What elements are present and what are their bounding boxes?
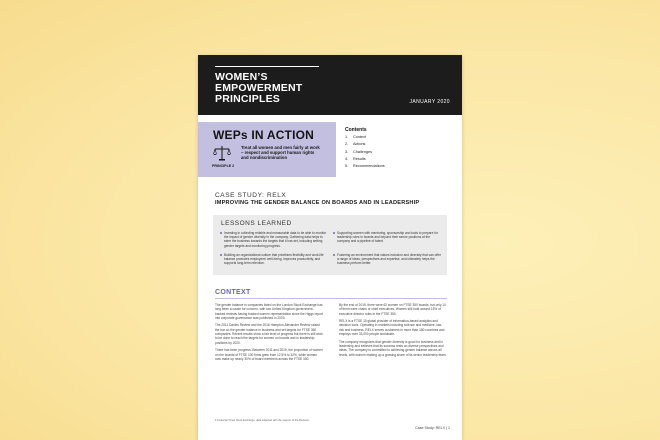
- footnote: 1 Financial Times Stock Exchange, data collected with the support of the Reviews.: [215, 419, 310, 422]
- weps-in-action-panel: [198, 122, 336, 177]
- paragraph: The 2011 Davies Review and the 2016 Hampton-Alexander Review raised the bar on the gender balance in business and set targets for FTSE 350 companies. Recent results show a fair level of progress but there is still work to be done to reach the targets for women on boards and in leadership positions by 2020.: [215, 323, 323, 345]
- principle-description: Treat all women and men fairly at work – respect and support human rights and nondiscrimination: [241, 145, 320, 160]
- paragraph: The gender balance in companies listed on the London Stock Exchange has long been a cause for concern, with two United Kingdom government-backed reviews having tracked women representation since the Higgs report into corporate governance was published in 2003.: [215, 303, 323, 320]
- principle-number: PRINCIPLE 2: [212, 164, 235, 168]
- lesson-item: Supporting women with mentoring, sponsorship and tools to prepare for leadership roles in boards and beyond their senior positions at the company and a pipeline of talent.: [337, 231, 442, 244]
- bullet-icon: [333, 254, 335, 256]
- page-footer: Case Study: RELX | 1: [415, 426, 450, 430]
- bullet-icon: [220, 254, 222, 256]
- document-title: [215, 72, 365, 105]
- bullet-icon: [220, 232, 222, 234]
- paragraph: RELX is a FTSE 15 global provider of information-based analytics and decision tools. Operating in markets including science and medicine, law, risk and business, RELX serves customers in more than 180 countries and employs over 33,000 people worldwide.: [339, 319, 445, 337]
- contents-item[interactable]: 1. Context: [345, 135, 367, 139]
- context-heading: CONTEXT: [215, 289, 251, 296]
- paragraph: There has been progress. Between 2011 and 2019, the proportion of women on the boards of FTSE 100 firms grew from 12.5% to 32%, while women now make up nearly 30% of board members across the FTSE 350.: [215, 348, 323, 361]
- scales-of-justice-icon: [213, 144, 231, 162]
- lesson-item: Fostering an environment that values inclusion and diversity that can offer a range of ideas, perspectives and expertise, and ultimately helps the business perform better.: [337, 253, 442, 266]
- paragraph: The company recognizes that gender diversity is good for business and in leadership and believes that its success rests on diverse perspectives and ideas. The company is committed to achieving gender balance across all levels, with women making up a growing share of its senior leadership team.: [339, 339, 447, 357]
- case-study-headline: IMPROVING THE GENDER BALANCE ON BOARDS AND IN LEADERSHIP: [215, 200, 420, 206]
- table-of-contents: [340, 122, 450, 177]
- case-study-label: CASE STUDY: RELX: [215, 192, 287, 199]
- masthead: [198, 55, 462, 115]
- bullet-icon: [333, 232, 335, 234]
- contents-item[interactable]: 4. Results: [345, 156, 366, 161]
- title-line: EMPOWERMENT: [215, 82, 303, 94]
- lesson-item: Investing in collecting reliable and measurable data to be able to monitor the impact of gender diversity in the company. Gathering data helps to steer the business towards the targets that it has set, including setting gender targets and monitoring progress.: [224, 231, 329, 248]
- paragraph: By the end of 2019, there were 62 women on FTSE 350 boards, but only 10 of them were chairs or chief executives. Women still hold around 15% of executive director roles in the FTSE 350.: [339, 303, 446, 316]
- contents-item[interactable]: 5. Recommendations: [345, 164, 385, 169]
- context-column-right: [339, 303, 447, 360]
- contents-list: [345, 134, 385, 170]
- contents-heading: Contents: [345, 127, 367, 133]
- case-study-page: [198, 55, 462, 440]
- title-line: WOMEN’S: [215, 71, 268, 83]
- lesson-item: Building an organizational culture that prioritizes flexibility and work-life balance promotes employees' well-being, improves productivity, and supports long-term retention.: [224, 253, 329, 266]
- contents-item[interactable]: 3. Challenges: [345, 149, 372, 154]
- lessons-heading: LESSONS LEARNED: [221, 220, 292, 227]
- publication-date: JANUARY 2020: [409, 99, 450, 105]
- masthead-rule: [215, 66, 319, 67]
- contents-item[interactable]: 2. Actions: [345, 142, 366, 147]
- weps-title: WEPs IN ACTION: [213, 128, 315, 142]
- context-column-left: [215, 303, 323, 364]
- lessons-learned-box: [213, 215, 447, 275]
- title-line: PRINCIPLES: [215, 93, 281, 105]
- context-divider: [215, 298, 447, 299]
